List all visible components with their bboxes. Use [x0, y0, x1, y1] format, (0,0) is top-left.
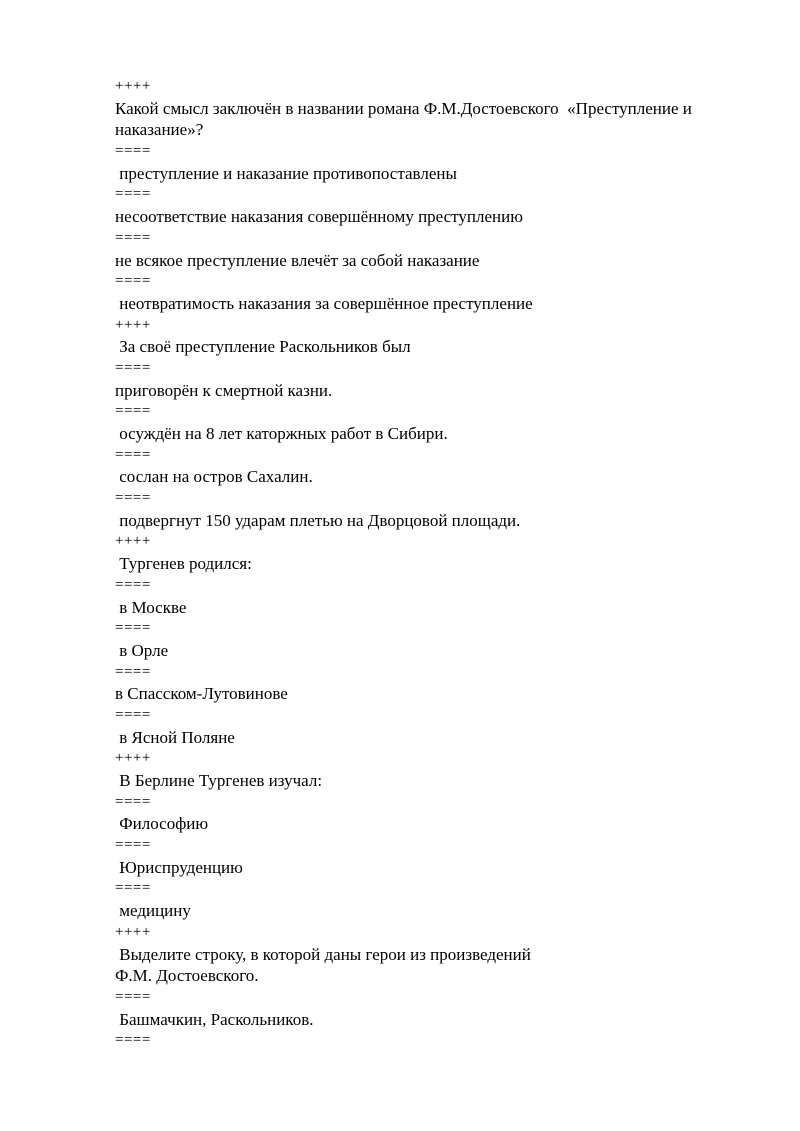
separator-line: ==== — [115, 229, 151, 246]
separator-line: ==== — [115, 1032, 151, 1049]
separator-line: ==== — [115, 706, 151, 723]
separator-line: ==== — [115, 186, 151, 203]
separator-line: ==== — [115, 837, 151, 854]
separator-line: ==== — [115, 793, 151, 810]
text-line: в Москве — [115, 597, 187, 617]
separator-line: ==== — [115, 663, 151, 680]
text-line: не всякое преступление влечёт за собой наказание — [115, 250, 480, 270]
text-line: За своё преступление Раскольников был — [115, 337, 411, 357]
text-line: в Спасском-Лутовинове — [115, 684, 288, 704]
separator-line: ==== — [115, 490, 151, 507]
separator-line: ==== — [115, 359, 151, 376]
text-line: Выделите строку, в которой даны герои из произведений — [115, 944, 531, 964]
separator-line: ++++ — [115, 533, 151, 550]
separator-line: ==== — [115, 446, 151, 463]
separator-line: ==== — [115, 988, 151, 1005]
text-line: в Орле — [115, 640, 169, 660]
text-line: приговорён к смертной казни. — [115, 380, 333, 400]
separator-line: ++++ — [115, 78, 151, 94]
text-line: Тургенев родился: — [115, 554, 252, 574]
text-line: медицину — [115, 901, 191, 921]
text-line: подвергнут 150 ударам плетью на Дворцовой площади. — [115, 510, 521, 530]
separator-line: ++++ — [115, 316, 151, 333]
separator-line: ==== — [115, 143, 151, 160]
text-line: Башмачкин, Раскольников. — [115, 1009, 314, 1029]
document-page — [115, 76, 775, 1052]
text-line: в Ясной Поляне — [115, 727, 235, 747]
text-line: неотвратимость наказания за совершённое преступление — [115, 293, 533, 313]
text-line: осуждён на 8 лет каторжных работ в Сибири. — [115, 424, 448, 443]
separator-line: ==== — [115, 620, 151, 637]
text-line: Ф.М. Достоевского. — [115, 966, 259, 986]
text-line: наказание»? — [115, 120, 204, 140]
text-line: преступление и наказание противопоставлены — [115, 163, 457, 183]
text-line: Какой смысл заключён в названии романа Ф.М.Достоевского «Преступление и — [115, 98, 692, 118]
text-line: Философию — [115, 814, 209, 834]
separator-line: ==== — [115, 880, 151, 897]
text-line: Юриспруденцию — [115, 857, 243, 877]
separator-line: ++++ — [115, 923, 151, 940]
separator-line: ==== — [115, 576, 151, 593]
separator-line: ==== — [115, 403, 151, 420]
text-line: сослан на остров Сахалин. — [115, 467, 313, 487]
text-line: В Берлине Тургенев изучал: — [115, 771, 323, 790]
separator-line: ++++ — [115, 750, 151, 767]
text-line: несоответствие наказания совершённому преступлению — [115, 207, 523, 227]
separator-line: ==== — [115, 273, 151, 290]
